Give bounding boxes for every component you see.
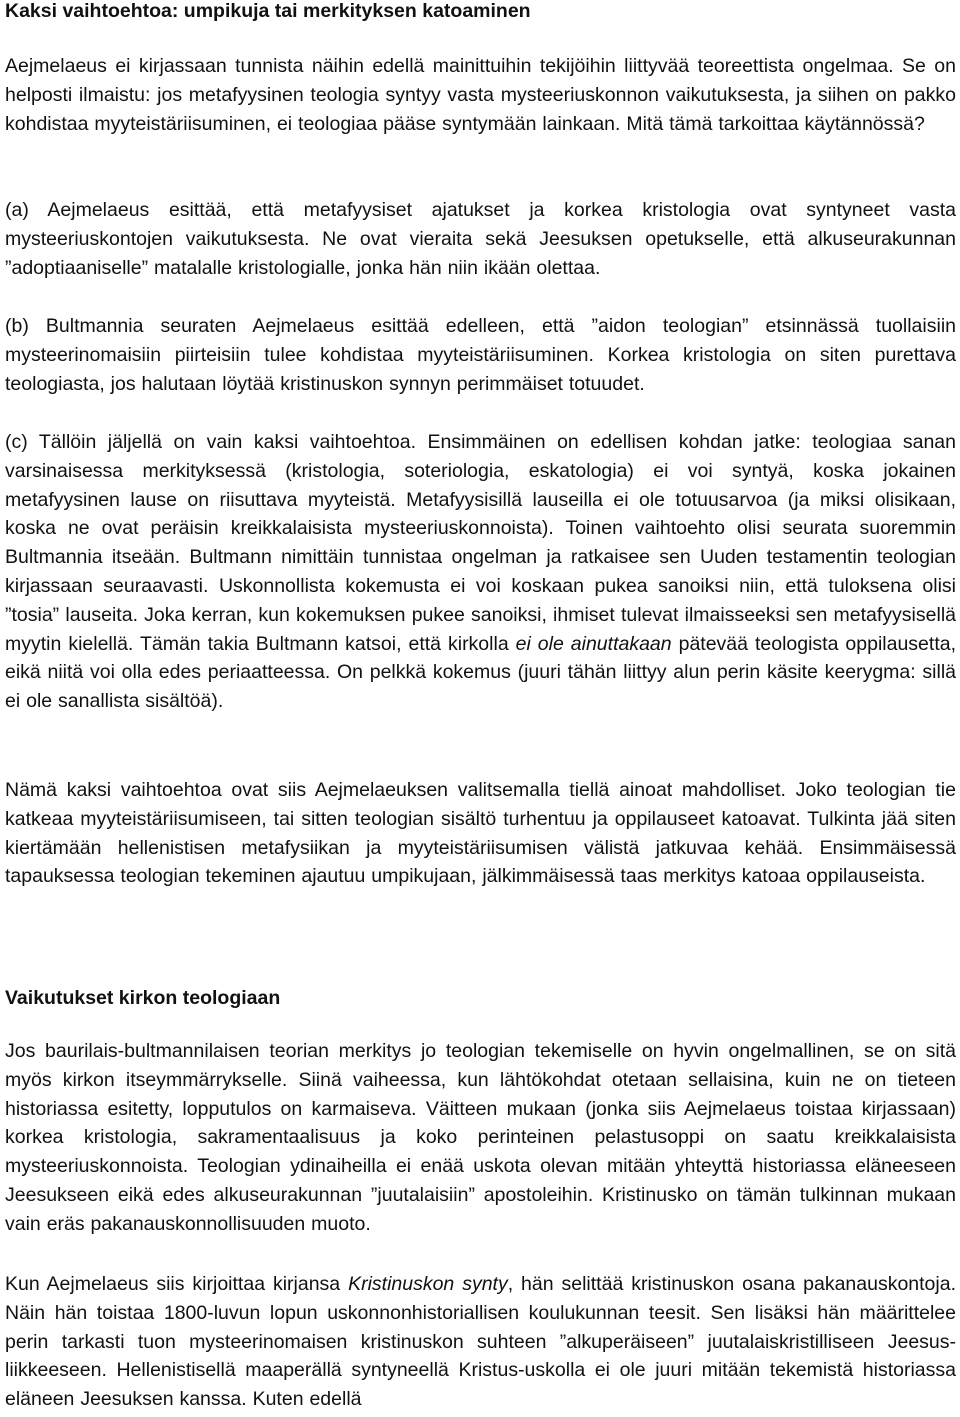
paragraph-text: Kun Aejmelaeus siis kirjoittaa kirjansa — [5, 1273, 349, 1295]
section-heading: Vaikutukset kirkon teologiaan — [5, 987, 281, 1009]
book-title: Kristinuskon synty — [348, 1273, 508, 1295]
section-heading: Kaksi vaihtoehtoa: umpikuja tai merkityksen katoaminen — [5, 0, 531, 22]
paragraph-point-a: (a) Aejmelaeus esittää, että metafyysiset ajatukset ja korkea kristologia ovat syntyneet vasta mysteeriuskontojen vaikutuksesta. Ne ovat vieraita sekä Jeesuksen opetukselle, että alkuseurakunnan ”adoptiaaniselle” matalalle kristologialle, jonka hän niin ikään olettaa. — [5, 199, 956, 279]
paragraph-conclusion: Nämä kaksi vaihtoehtoa ovat siis Aejmelaeuksen valitsemalla tiellä ainoat mahdolliset. Joko teologian tie katkeaa myyteistäriisumiseen, tai sitten teologian sisältö turhentuu ja oppilauseet katoavat. Tulkinta jää siten kiertämään hellenistisen metafysiikan ja myyteistäriisumisen välistä jatkuvaa kehää. Ensimmäisessä tapauksessa teologian tekeminen ajautuu umpikujaan, jälkimmäisessä taas merkitys katoaa oppilauseista. — [5, 779, 956, 888]
emphasized-text: ei ole ainuttakaan — [515, 632, 672, 655]
paragraph-point-c — [5, 428, 956, 716]
paragraph — [5, 1270, 956, 1414]
paragraph-text: pätevää teologista oppilausetta, eikä niitä voi olla edes periaatteessa. On pelkkä kokemus (juuri tähän liittyy alun perin käsite keerygma: sillä ei ole sanallista sisältöä). — [5, 632, 956, 713]
paragraph-text: , hän selittää kristinuskon osana pakanauskontoja. Näin hän toistaa 1800-luvun lopun uskonnonhistoriallisen koulukunnan teesit. Sen lisäksi hän määrittelee perin tarkasti tuon mysteerinomaisen kristinuskon suhteen ”alkuperäiseen” juutalaiskristilliseen Jeesus-liikkeeseen. Hellenistisellä maaperällä syntyneellä Kristus-uskolla ei ole juuri mitään tekemistä historiassa eläneen Jeesuksen kanssa. Kuten edellä — [5, 1273, 956, 1411]
paragraph: Jos baurilais-bultmannilaisen teorian merkitys jo teologian tekemiselle on hyvin ongelmallinen, se on sitä myös kirkon itseymmärrykselle. Siinä vaiheessa, kun lähtökohdat otetaan sellaisina, kuin ne on tieteen historiassa esitetty, lopputulos on karmaiseva. Väitteen mukaan (jonka siis Aejmelaeus toistaa kirjassaan) korkea kristologia, sakramentaalisuus ja koko perinteinen pelastusoppi on saatu kreikkalaisista mysteeriuskonnoista. Teologian ydinaiheilla ei enää uskota olevan mitään yhteyttä historiassa eläneeseen Jeesukseen eikä edes alkuseurakunnan ”juutalaisiin” apostoleihin. Kristinusko on tämän tulkinnan mukaan vain eräs pakanauskonnollisuuden muoto. — [5, 1040, 956, 1235]
paragraph: Aejmelaeus ei kirjassaan tunnista näihin edellä mainittuihin tekijöihin liittyvää teoreettista ongelmaa. Se on helposti ilmaistu: jos metafyysinen teologia syntyy vasta mysteeriuskonnon vaikutuksesta, ja siihen on pakko kohdistaa myyteistäriisuminen, ei teologiaa pääse syntymään lainkaan. Mitä tämä tarkoittaa käytännössä? — [5, 55, 956, 135]
paragraph-text: (c) Tällöin jäljellä on vain kaksi vaihtoehtoa. Ensimmäinen on edellisen kohdan jatke: teologiaa sanan varsinaisessa merkityksessä (kristologia, soteriologia, eskatologia) ei voi syntyä, koska jokainen metafyysinen lause on riisuttava myyteistä. Metafyysisillä lauseilla ei ole totuusarvoa (ja miksi olisikaan, koska ne ovat peräisin kreikkalaisista mysteeriuskonnoista). Toinen vaihtoehto olisi seurata suoremmin Bultmannia itseään. Bultmann nimittäin tunnistaa ongelman ja ratkaisee sen Uuden testamentin teologian kirjassaan seuraavasti. Uskonnollista kokemusta ei voi koskaan pukea sanoiksi niin, että tuloksena olisi ”tosia” lauseita. Joka kerran, kun kokemuksen pukee sanoiksi, ihmiset tulevat ilmaisseeksi sen metafyysisellä myytin kielellä. Tämän takia Bultmann katsoi, että kirkolla — [5, 431, 956, 655]
paragraph-point-b: (b) Bultmannia seuraten Aejmelaeus esittää edelleen, että ”aidon teologian” etsinnässä tuollaisiin mysteerinomaisiin piirteisiin tulee kohdistaa myyteistäriisuminen. Korkea kristologia on siten purettava teologiasta, jos halutaan löytää kristinuskon synnyn perimmäiset totuudet. — [5, 315, 956, 395]
